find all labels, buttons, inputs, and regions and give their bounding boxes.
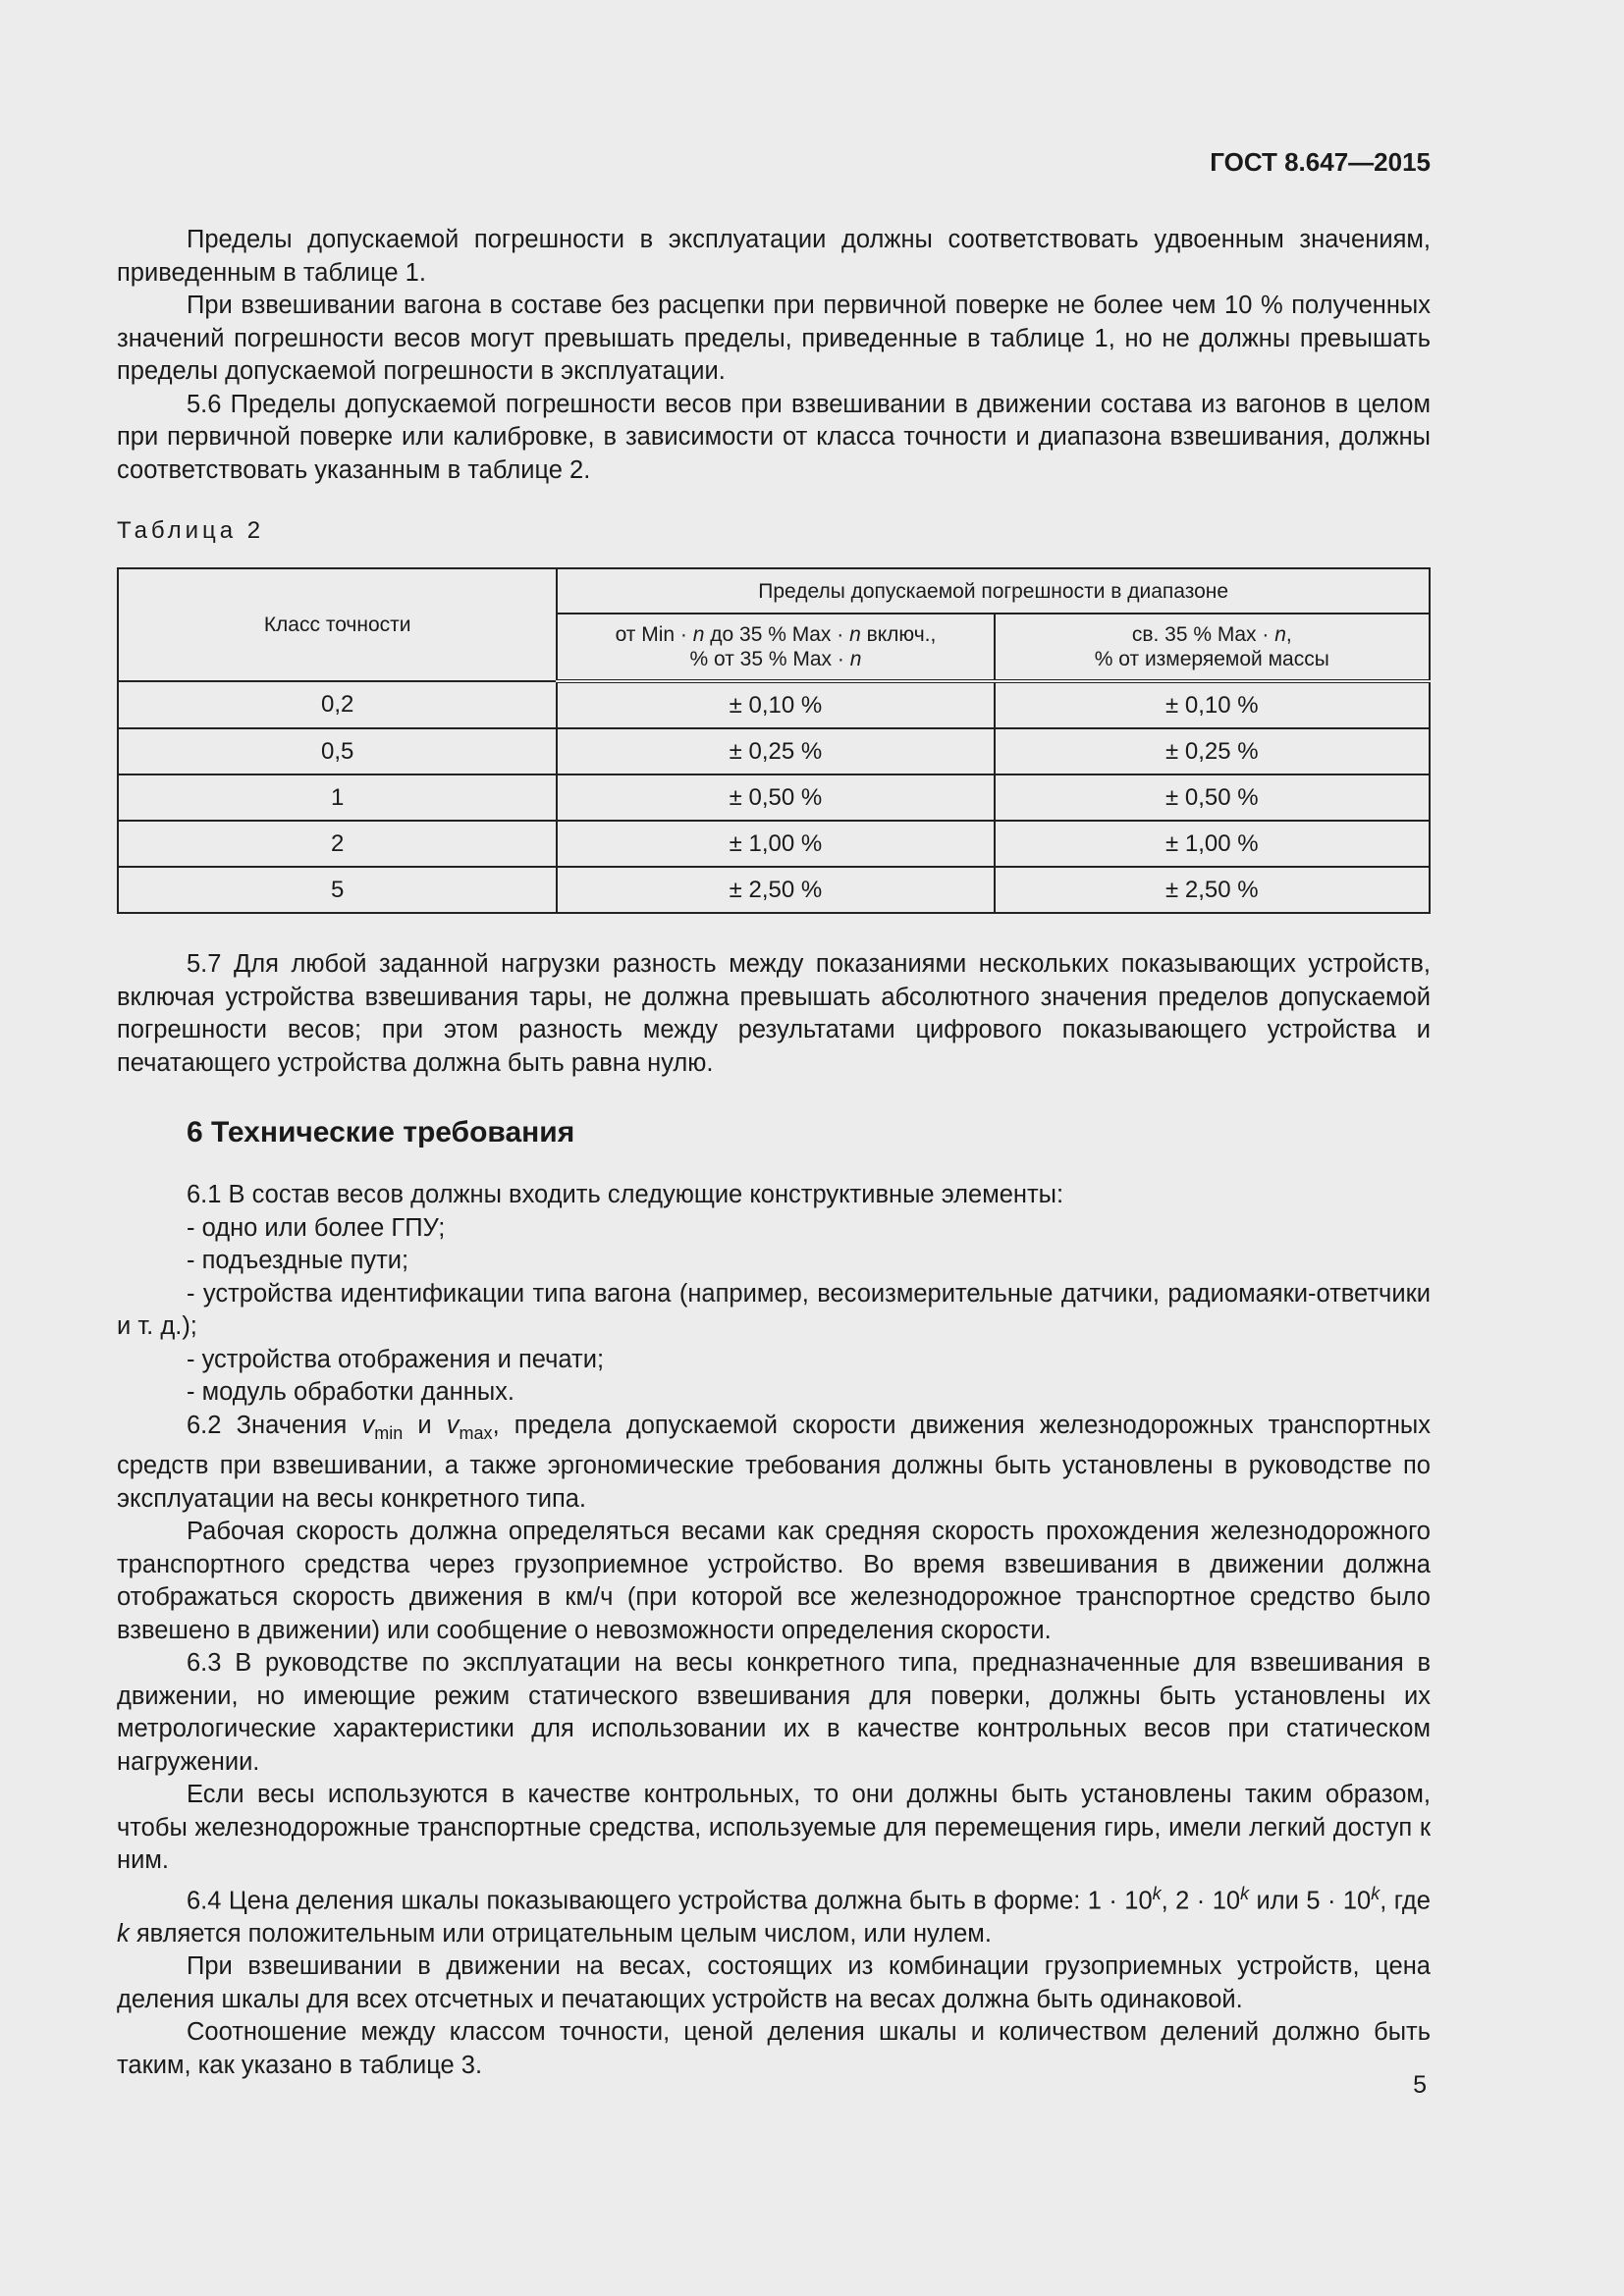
paragraph: Если весы используются в качестве контрольных, то они должны быть установлены таким образом, чтобы железнодорожные транспортные средства, используемые для перемещения гирь, имели легкий доступ к ним. <box>117 1781 1431 1875</box>
list-item: - устройства отображения и печати; <box>187 1345 605 1373</box>
header-accuracy-class: Класс точности <box>118 568 557 681</box>
cell-range-high: ± 0,25 % <box>995 728 1430 774</box>
paragraph: Соотношение между классом точности, ценой деления шкалы и количеством делений должно быть таким, как указано в таблице 3. <box>117 2018 1431 2079</box>
cell-range-low: ± 0,50 % <box>557 774 994 821</box>
table-row <box>118 774 1430 821</box>
paragraph: Пределы допускаемой погрешности в эксплуатации должны соответствовать удвоенным значениям, приведенным в таблице 1. <box>117 226 1431 287</box>
paragraph-5-6: 5.6 Пределы допускаемой погрешности весов при взвешивании в движении состава из вагонов в целом при первичной поверке или калибровке, в зависимости от класса точности и диапазона взвешивания, должны соответствовать указанным в таблице 2. <box>117 390 1431 484</box>
header-range-high: св. 35 % Max · n, % от измеряемой массы <box>995 614 1430 681</box>
section-heading: 6 Технические требования <box>187 1116 575 1148</box>
paragraph: Рабочая скорость должна определяться весами как средняя скорость прохождения железнодорожного транспортного средства через грузоприемное устройство. Во время взвешивания в движении должна отображаться скорость движения в км/ч (при которой все железнодорожное транспортное средство было взвешено в движении) или сообщение о невозможности определения скорости. <box>117 1518 1431 1644</box>
table-row <box>118 821 1430 867</box>
cell-range-low: ± 2,50 % <box>557 867 994 913</box>
intro-section <box>117 224 1431 487</box>
cell-class: 2 <box>118 821 557 867</box>
paragraph-6-1: 6.1 В состав весов должны входить следующие конструктивные элементы: <box>187 1181 1064 1208</box>
paragraph-6-3: 6.3 В руководстве по эксплуатации на весы конкретного типа, предназначенные для взвешивания в движении, но имеющие режим статического взвешивания для поверки, должны быть установлены их метрологические характеристики для использовании их в качестве контрольных весов при статическом нагружении. <box>117 1649 1431 1776</box>
cell-class: 1 <box>118 774 557 821</box>
list-item: - подъездные пути; <box>187 1247 409 1274</box>
cell-class: 5 <box>118 867 557 913</box>
section-6-body <box>117 1179 1431 2082</box>
paragraph-6-2: 6.2 Значения $v_{min}$ и $v_{max}$, предела допускаемой скорости движения железнодорожных транспортных средств при взвешивании, а также эргономические требования должны быть установлены в руководстве по эксплуатации на весы конкретного типа. <box>117 1411 1432 1513</box>
cell-range-high: ± 2,50 % <box>995 867 1430 913</box>
cell-range-high: ± 0,50 % <box>995 774 1430 821</box>
cell-range-high: ± 1,00 % <box>995 821 1430 867</box>
document-id-header: ГОСТ 8.647—2015 <box>1210 147 1431 177</box>
list-item: - устройства идентификации типа вагона (например, весоизмерительные датчики, радиомаяки-ответчики и т. д.); <box>117 1279 1431 1340</box>
table-caption: Таблица 2 <box>117 517 265 544</box>
header-range-low: от Min · n до 35 % Max · n включ., % от 35 % Max · n <box>557 614 994 681</box>
cell-range-low: ± 0,25 % <box>557 728 994 774</box>
paragraph: При взвешивании вагона в составе без расцепки при первичной поверке не более чем 10 % полученных значений погрешности весов могут превышать пределы, приведенные в таблице 1, но не должны превышать пределы допускаемой погрешности в эксплуатации. <box>117 292 1431 385</box>
table-row <box>118 728 1430 774</box>
cell-range-low: ± 1,00 % <box>557 821 994 867</box>
table-row <box>118 681 1430 728</box>
cell-class: 0,5 <box>118 728 557 774</box>
list-item: - одно или более ГПУ; <box>187 1213 446 1242</box>
page-number: 5 <box>1413 2071 1427 2099</box>
header-error-limits: Пределы допускаемой погрешности в диапазоне <box>557 568 1430 614</box>
cell-class: 0,2 <box>118 681 557 728</box>
paragraph-5-7: 5.7 Для любой заданной нагрузки разность между показаниями нескольких показывающих устройств, включая устройства взвешивания тары, не должна превышать абсолютного значения пределов допускаемой погрешности весов; при этом разность между результатами цифрового показывающего устройства и печатающего устройства должна быть равна нулю. <box>117 950 1431 1077</box>
cell-range-low: ± 0,10 % <box>557 681 994 728</box>
paragraph-6-4: 6.4 Цена деления шкалы показывающего устройства должна быть в форме: $1 \cdot 10^k$, $2 \cdot 10^k$ или $5 \cdot 10^k$, где k является положительным или отрицательным целым числом, или нулем. <box>117 1883 1431 1948</box>
tolerance-table <box>117 567 1431 914</box>
cell-range-high: ± 0,10 % <box>995 681 1430 728</box>
paragraph: При взвешивании в движении на весах, состоящих из комбинации грузоприемных устройств, цена деления шкалы для всех отсчетных и печатающих устройств на весах должна быть одинаковой. <box>117 1952 1431 2013</box>
section-5-7 <box>117 948 1431 1080</box>
table-row <box>118 867 1430 913</box>
list-item: - модуль обработки данных. <box>187 1378 514 1406</box>
